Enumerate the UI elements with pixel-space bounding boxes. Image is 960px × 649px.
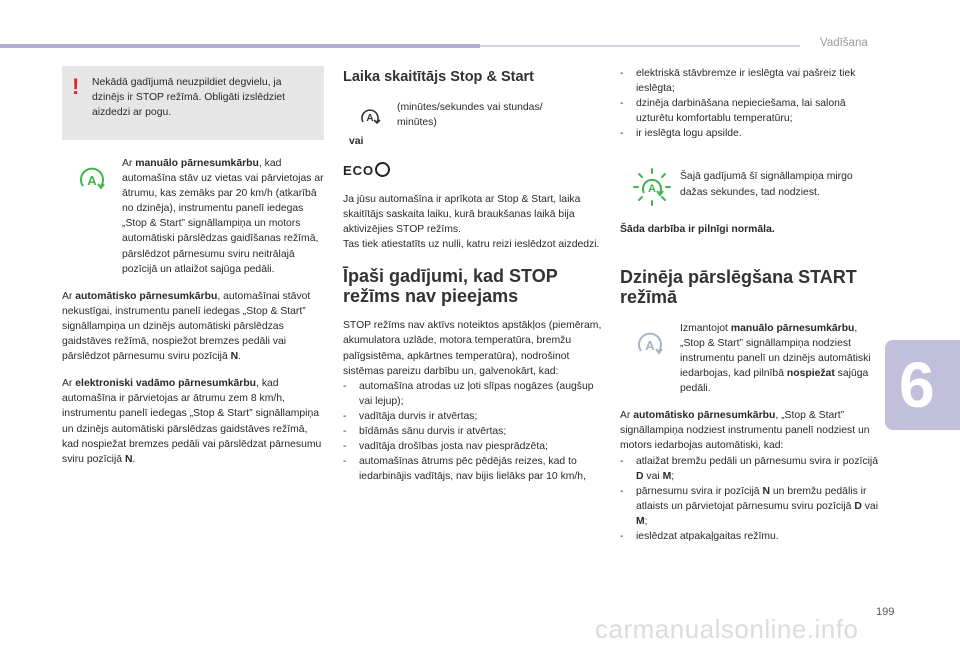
- list-item: - automašīnas ātrums pēc pēdējās reizes, kad to iedarbinājis vadītājs, nav bijis lielāks par 10 km/h,: [343, 454, 605, 484]
- column-right: [620, 66, 882, 544]
- normal-operation-note: Šāda darbība ir pilnīgi normāla.: [620, 223, 775, 235]
- list-item: - pārnesumu svira ir pozīcijā N un bremžu pedālis ir atlaists un pārvietojat pārnesumu sviru pozīcijā D vai M;: [620, 484, 882, 529]
- chapter-tab: 6: [885, 340, 960, 430]
- list-item: - vadītāja durvis ir atvērtas;: [343, 409, 605, 424]
- timer-note: (minūtes/sekundes vai stundas/ minūtes): [397, 102, 543, 129]
- warning-text: Nekādā gadījumā neuzpildiet degvielu, ja dzinējs ir STOP režīmā. Obligāti izslēdziet aizdedzi ar pogu.: [92, 77, 286, 119]
- special-cases-list: [343, 379, 605, 485]
- list-item: - automašīna atrodas uz ļoti slīpas nogāzes (augšup vai lejup);: [343, 379, 605, 409]
- header-accent-bar: [0, 44, 480, 48]
- list-item: - vadītāja drošības josta nav piesprādzēta;: [343, 439, 605, 454]
- svg-text:A: A: [648, 183, 656, 196]
- manual-gearbox-block: [62, 156, 324, 277]
- warning-box: [62, 66, 324, 140]
- list-item: - ir ieslēgta logu apsilde.: [620, 126, 882, 141]
- eco-icon: ECO: [343, 163, 390, 178]
- stop-start-grey-icon: [632, 327, 668, 363]
- warning-exclamation-icon: !: [72, 74, 80, 99]
- automatic-gearbox-text: Ar automātisko pārnesumkārbu, automašīnai stāvot nekustīgai, instrumentu panelī iedegas „Stop & Start” signāllampiņa un dzinējs automātiski pārslēdzas gaidstāves režīmā, nospiežot bremzes pedāli vai pārslēdzot pārnesumu sviru pozīcijā N.: [62, 290, 311, 363]
- special-cases-body: STOP režīms nav aktīvs noteiktos apstākļos (piemēram, akumulatora uzlāde, motora temperatūra, bremžu palīgsistēma, apkārtnes temperatūra), nodrošinot sistēmas pareizu darbību un, galvenokārt, kad:: [343, 320, 602, 377]
- page-number: 199: [876, 606, 895, 618]
- start-mode-title: Dzinēja pārslēgšana START režīmā: [620, 266, 857, 307]
- header-accent-line: [480, 45, 800, 47]
- watermark: carmanualsonline.info: [595, 614, 859, 644]
- column-middle: [343, 66, 605, 484]
- special-cases-title: Īpaši gadījumi, kad STOP režīms nav pieejams: [343, 266, 558, 307]
- eco-icon-block: [343, 162, 605, 192]
- timer-icon-block: [343, 100, 605, 156]
- timer-reset-note: Tas tiek atiestatīts uz nulli, katru reizi ieslēdzot aizdedzi.: [343, 239, 600, 251]
- column-left: [62, 66, 324, 467]
- start-automatic-text: Ar automātisko pārnesumkārbu, „Stop & Start” signāllampiņa nodziest instrumentu panelī nodziest un motors iedarbojas automātiski, kad:: [620, 410, 870, 452]
- stop-start-timer-icon: [357, 104, 383, 130]
- manual-gearbox-text: Ar manuālo pārnesumkārbu, kad automašīna stāv uz vietas vai pārvietojas ar ātrumu, kas zemāks par 20 km/h (atkarībā no dzinēja), instrumentu panelī iedegas „Stop & Start” signāllampiņa un motors automātiski pārslēdzas gaidīšanas režīmā, pārslēdzot pārnesumu sviru neitrālajā pozīcijā un atlaižot sajūga pedāli.: [122, 158, 324, 275]
- start-manual-text: Izmantojot manuālo pārnesumkārbu, „Stop & Start” signāllampiņa nodziest instrumentu panelī un dzinējs automātiski iedarbojas, kad pilnībā nospiežat sajūga pedāli.: [680, 322, 871, 395]
- timer-title: Laika skaitītājs Stop & Start: [343, 69, 534, 85]
- timer-intro: Ja jūsu automašīna ir aprīkota ar Stop & Start, laika skaitītājs saskaita laiku, kurā braukšanas laikā bija aktivizējies STOP režīms.: [343, 194, 581, 236]
- blink-note: Šajā gadījumā šī signāllampiņa mirgo dažas sekundes, tad nodziest.: [680, 171, 853, 198]
- electronic-gearbox-text: Ar elektroniski vadāmo pārnesumkārbu, kad automašīna ir pārvietojas ar ātrumu zem 8 km/h, instrumentu panelī iedegas „Stop & Start” signāllampiņa un dzinējs automātiski pārslēdzas gaidstāves režīmā, kad nospiežat bremzes pedāli vai pārslēdzat pārnesumu sviru pozīcijā N.: [62, 378, 322, 465]
- list-item: - dzinēja darbināšana nepieciešama, lai salonā uzturētu komfortablu temperatūru;: [620, 96, 882, 126]
- section-title: Vadīšana: [820, 37, 868, 49]
- blinking-indicator-block: [620, 169, 882, 199]
- list-item: - bīdāmās sānu durvis ir atvērtas;: [343, 424, 605, 439]
- list-item: - ieslēdzat atpakaļgaitas režīmu.: [620, 529, 882, 544]
- svg-text:A: A: [366, 113, 374, 124]
- svg-text:A: A: [87, 173, 97, 188]
- conditions-list: [620, 66, 882, 141]
- start-conditions-list: [620, 454, 882, 545]
- start-manual-block: [620, 321, 882, 396]
- svg-text:A: A: [645, 337, 655, 353]
- list-item: - elektriskā stāvbremze ir ieslēgta vai pašreiz tiek ieslēgta;: [620, 66, 882, 96]
- list-item: - atlaižat bremžu pedāli un pārnesumu svira ir pozīcijā D vai M;: [620, 454, 882, 484]
- stop-start-green-icon: [74, 162, 110, 198]
- stop-start-blinking-icon: [632, 167, 672, 207]
- or-label: vai: [349, 136, 364, 147]
